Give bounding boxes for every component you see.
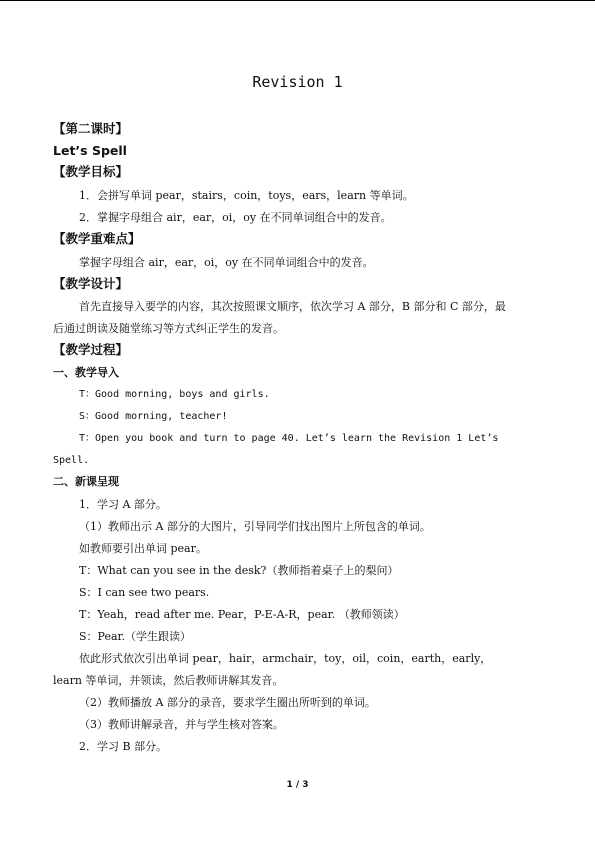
body-line: 如教师要引出单词 pear。 bbox=[79, 542, 207, 555]
design-paragraph-line: 后通过朗读及随堂练习等方式纠正学生的发音。 bbox=[53, 322, 284, 335]
section-heading-intro: 一、教学导入 bbox=[53, 366, 119, 379]
key-points-heading: 【教学重难点】 bbox=[53, 231, 141, 246]
process-heading: 【教学过程】 bbox=[53, 342, 129, 357]
goals-heading: 【教学目标】 bbox=[53, 164, 129, 179]
body-line: learn 等单词，并领读，然后教师讲解其发音。 bbox=[53, 674, 284, 687]
document-title: Revision 1 bbox=[252, 73, 343, 91]
dialogue-line: T：Open you book and turn to page 40. Let’s learn the Revision 1 Let’s bbox=[79, 433, 499, 444]
body-line: （1）教师出示 A 部分的大图片，引导同学们找出图片上所包含的单词。 bbox=[79, 520, 431, 533]
body-line: （2）教师播放 A 部分的录音，要求学生圈出所听到的单词。 bbox=[79, 696, 376, 709]
design-heading: 【教学设计】 bbox=[53, 276, 129, 291]
dialogue-line: T：Good morning, boys and girls. bbox=[79, 389, 270, 400]
body-line: 1．学习 A 部分。 bbox=[79, 498, 167, 511]
page-number: 1 / 3 bbox=[286, 780, 309, 790]
dialogue-line: Spell. bbox=[53, 455, 90, 466]
goal-item: 1．会拼写单词 pear，stairs，coin，toys，ears，learn 等单词。 bbox=[79, 189, 414, 202]
body-line: T：Yeah，read after me. Pear，P-E-A-R，pear. （教师领读） bbox=[79, 608, 405, 621]
goal-item: 2．掌握字母组合 air，ear，oi，oy 在不同单词组合中的发音。 bbox=[79, 211, 392, 224]
lesson-subtitle: Let’s Spell bbox=[53, 143, 127, 158]
key-points-text: 掌握字母组合 air，ear，oi，oy 在不同单词组合中的发音。 bbox=[79, 256, 374, 269]
lesson-heading: 【第二课时】 bbox=[53, 121, 129, 136]
body-line: S：I can see two pears. bbox=[79, 586, 210, 599]
body-line: T：What can you see in the desk?（教师指着桌子上的梨问） bbox=[79, 564, 399, 577]
section-heading-new: 二、新课呈现 bbox=[53, 475, 119, 488]
body-line: 依此形式依次引出单词 pear，hair，armchair，toy，oil，coin，earth，early， bbox=[79, 652, 492, 665]
dialogue-line: S：Good morning, teacher! bbox=[79, 411, 228, 422]
top-border-line bbox=[0, 0, 595, 1]
design-paragraph-line: 首先直接导入要学的内容，其次按照课文顺序，依次学习 A 部分，B 部分和 C 部分，最 bbox=[79, 300, 506, 313]
body-line: 2．学习 B 部分。 bbox=[79, 740, 168, 753]
body-line: （3）教师讲解录音，并与学生核对答案。 bbox=[79, 718, 284, 731]
body-line: S：Pear.（学生跟读） bbox=[79, 630, 192, 643]
